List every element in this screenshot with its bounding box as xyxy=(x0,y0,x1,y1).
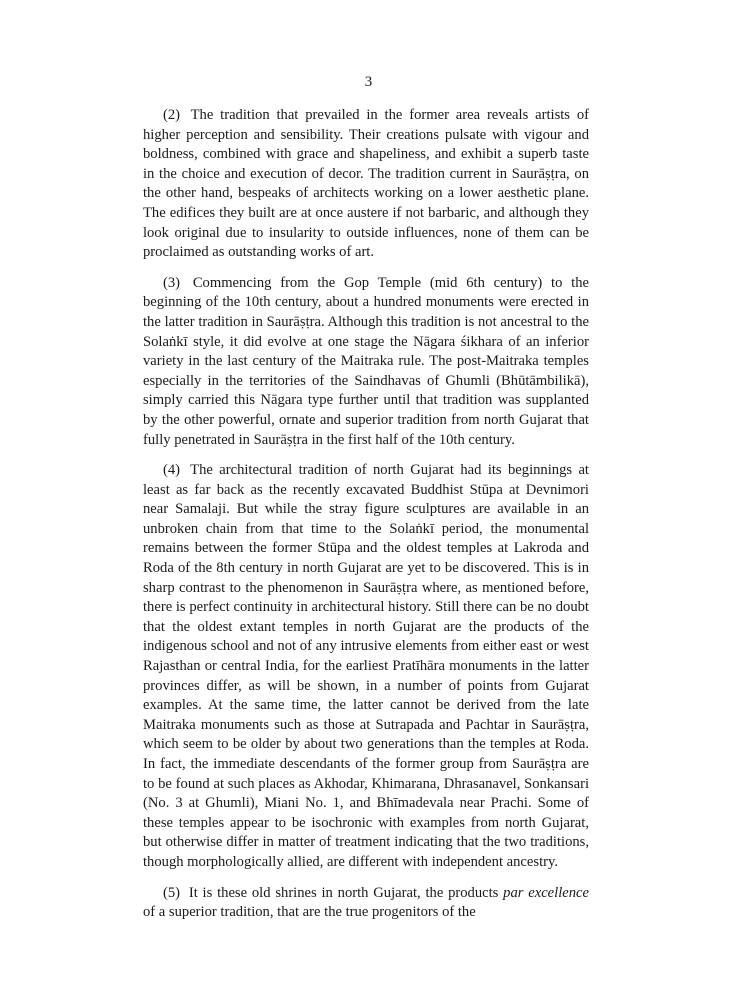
paragraph-number: (2) xyxy=(163,107,181,123)
paragraph-3 xyxy=(143,274,589,450)
paragraph-text: The tradition that prevailed in the former area reveals artists of higher perception and sensibility. Their creations pulsate with vigour and boldness, combined with grace and shapeliness, and exhibit a superb taste in the choice and execution of decor. The tradition current in Saurāṣṭra, on the other hand, bespeaks of architects working on a lower aesthetic plane. The edifices they built are at once austere if not barbaric, and although they look original due to insularity to outside influences, none of them can be proclaimed as outstanding works of art. xyxy=(143,107,589,261)
paragraph-4 xyxy=(143,461,589,872)
italic-phrase: par excellence xyxy=(503,884,589,901)
paragraph-number: (3) xyxy=(163,274,181,291)
page-number: 3 xyxy=(364,74,373,90)
paragraph-number: (4) xyxy=(163,462,181,479)
paragraph-text: The architectural tradition of north Gujarat had its beginnings at least as far back as the recently excavated Buddhist Stūpa at Devnimori near Samalaji. But while the stray figure sculptures are available in an unbroken chain from that time to the Solaṅkī period, the monumental remains between the former Stūpa and the oldest temples at Lakroda and Roda of the 8th century in north Gujarat are yet to be discovered. This is in sharp contrast to the phenomenon in Saurāṣṭra where, as mentioned before, there is perfect continuity in architectural history. Still there can be no doubt that the oldest extant temples in north Gujarat are the products of the indigenous school and not of any intrusive elements from either east or west Rajasthan or central India, for the earliest Pratīhāra monuments in the latter provinces differ, as will be shown, in a number of points from Gujarat examples. At the same time, the latter cannot be derived from the late Maitraka monuments such as those at Sutrapada and Pachtar in Saurāṣṭra, which seem to be older by about two generations than the temples at Roda. In fact, the immediate descendants of the former group from Saurāṣṭra are to be found at such places as Akhodar, Khimarana, Dhrasanavel, Sonkansari (No. 3 at Ghumli), Miani No. 1, and Bhīmadevala near Prachi. Some of these temples appear to be isochronic with examples from north Gujarat, but otherwise differ in matter of treatment indicating that the two traditions, though morphologically allied, are different with independent ancestry. xyxy=(143,462,589,870)
paragraph-text: Commencing from the Gop Temple (mid 6th century) to the beginning of the 10th century, about a hundred monuments were erected in the latter tradition in Saurāṣṭra. Although this tradition is not ancestral to the Solaṅkī style, it did evolve at one stage the Nāgara śikhara of an inferior variety in the last century of the Maitraka rule. The post-Maitraka temples especially in the territories of the Saindhavas of Ghumli (Bhūtāmbilikā), simply carried this Nāgara type further until that tradition was supplanted by the other powerful, ornate and superior tradition from north Gujarat that fully penetrated in Saurāṣṭra in the first half of the 10th century. xyxy=(143,274,589,448)
paragraph-number: (5) xyxy=(163,884,181,901)
paragraph-text-start: It is these old shrines in north Gujarat, the products xyxy=(188,884,499,901)
paragraph-2 xyxy=(143,106,589,263)
paragraph-5 xyxy=(143,884,589,923)
paragraph-text-end: of a superior tradition, that are the true progenitors of the xyxy=(143,904,476,921)
body-text xyxy=(143,106,589,923)
